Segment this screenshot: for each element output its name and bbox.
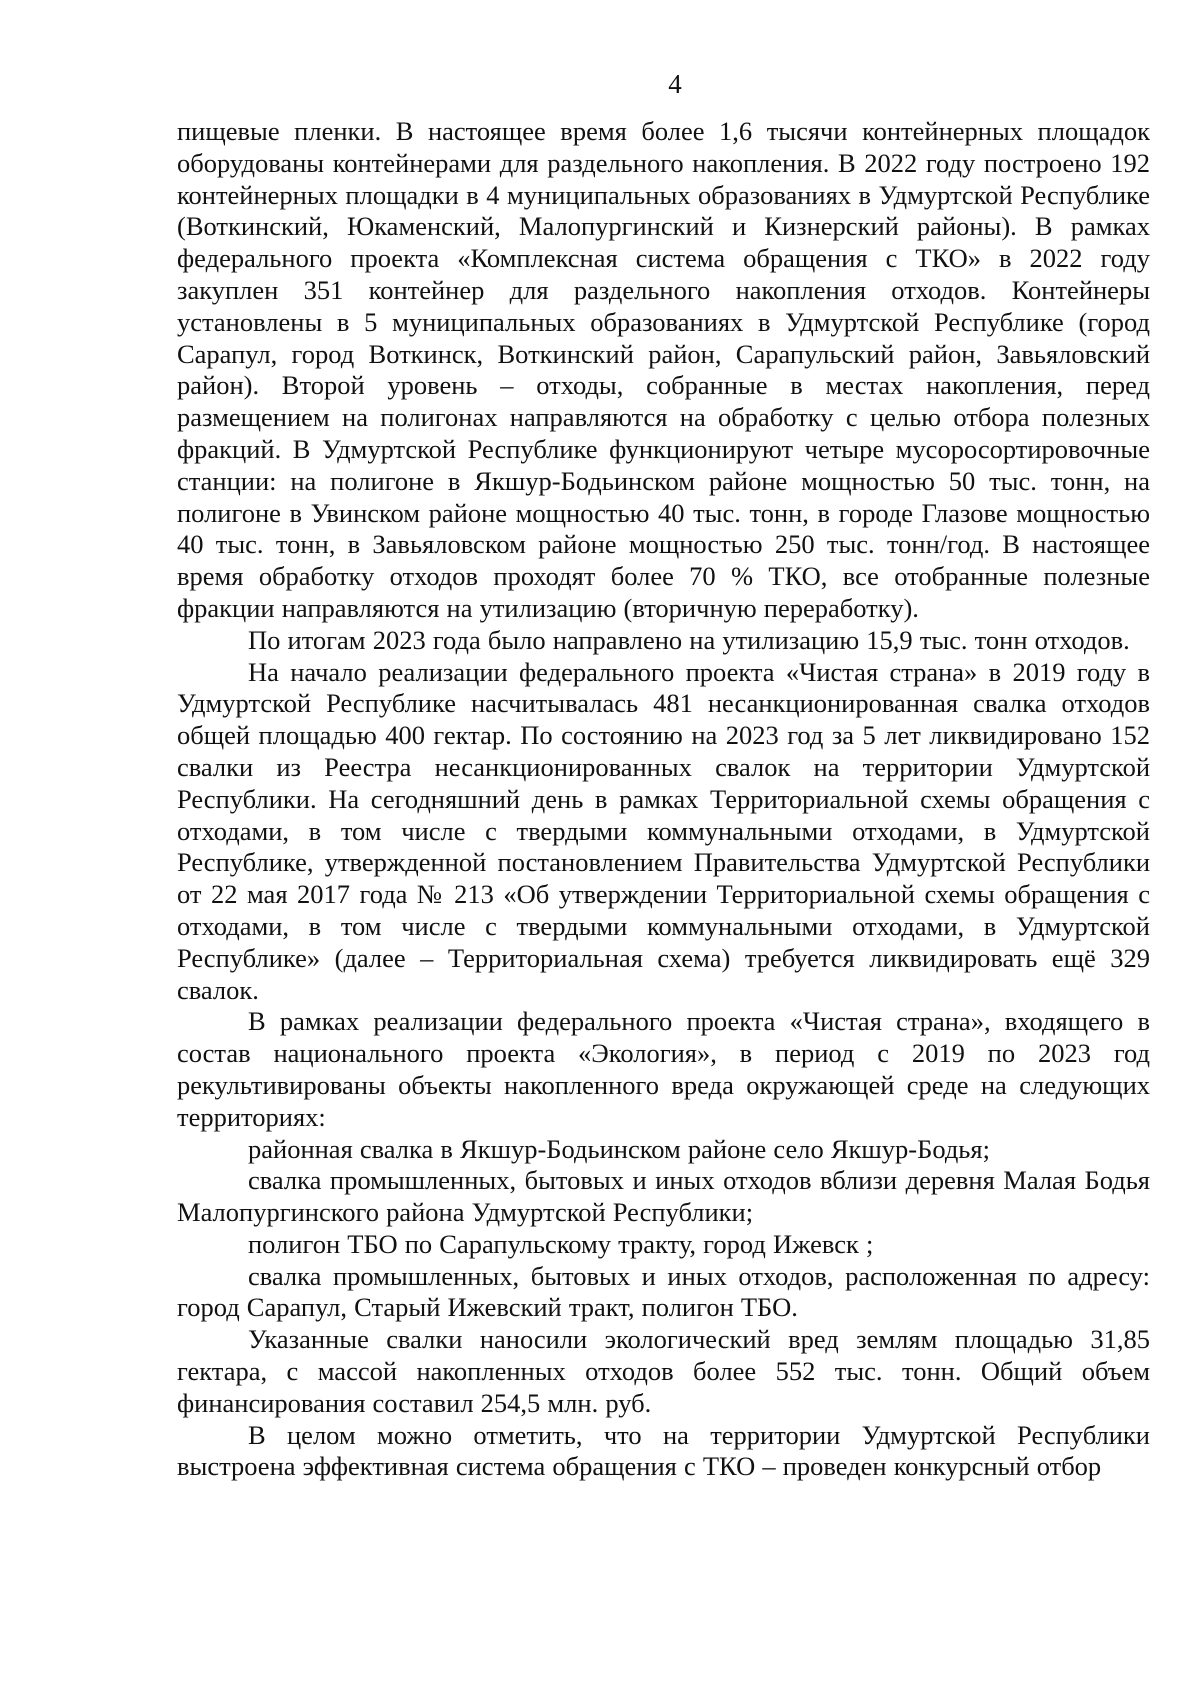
paragraph-6: В целом можно отметить, что на территории Удмуртской Республики выстроена эффективная система обращения с ТКО – проведен конкурсный отбор (177, 1419, 1150, 1482)
paragraph-3: На начало реализации федерального проекта «Чистая страна» в 2019 году в Удмуртской Республике насчитывалась 481 несанкционированная свалка отходов общей площадью 400 гектар. По состоянию на 2023 год за 5 лет ликвидировано 152 свалки из Реестра несанкционированных свалок на территории Удмуртской Республики. На сегодняшний день в рамках Территориальной схемы обращения с отходами, в том числе с твердыми коммунальными отходами, в Удмуртской Республике, утвержденной постановлением Правительства Удмуртской Республики от 22 мая 2017 года № 213 «Об утверждении Территориальной схемы обращения с отходами, в том числе с твердыми коммунальными отходами, в Удмуртской Республике» (далее – Территориальная схема) требуется ликвидировать ещё 329 свалок. (177, 656, 1150, 1005)
document-body (177, 116, 1150, 1483)
list-item-2: свалка промышленных, бытовых и иных отходов вблизи деревня Малая Бодья Малопургинского района Удмуртской Республики; (177, 1165, 1150, 1228)
list-item-1: районная свалка в Якшур-Бодьинском районе село Якшур-Бодья; (248, 1133, 990, 1164)
list-item-3: полигон ТБО по Сарапульскому тракту, город Ижевск ; (248, 1228, 874, 1259)
paragraph-2: По итогам 2023 года было направлено на утилизацию 15,9 тыс. тонн отходов. (248, 624, 1130, 655)
page-number: 4 (668, 69, 682, 99)
list-item-4: свалка промышленных, бытовых и иных отходов, расположенная по адресу: город Сарапул, Старый Ижевский тракт, полигон ТБО. (177, 1260, 1150, 1323)
paragraph-5: Указанные свалки наносили экологический вред землям площадью 31,85 гектара, с массой накопленных отходов более 552 тыс. тонн. Общий объем финансирования составил 254,5 млн. руб. (177, 1324, 1150, 1418)
paragraph-4: В рамках реализации федерального проекта «Чистая страна», входящего в состав национального проекта «Экология», в период с 2019 по 2023 год рекультивированы объекты накопленного вреда окружающей среде на следующих территориях: (177, 1006, 1150, 1132)
paragraph-1: пищевые пленки. В настоящее время более 1,6 тысячи контейнерных площадок оборудованы контейнерами для раздельного накопления. В 2022 году построено 192 контейнерных площадки в 4 муниципальных образованиях в Удмуртской Республике (Воткинский, Юкаменский, Малопургинский и Кизнерский районы). В рамках федерального проекта «Комплексная система обращения с ТКО» в 2022 году закуплен 351 контейнер для раздельного накопления отходов. Контейнеры установлены в 5 муниципальных образованиях в Удмуртской Республике (город Сарапул, город Воткинск, Воткинский район, Сарапульский район, Завьяловский район). Второй уровень – отходы, собранные в местах накопления, перед размещением на полигонах направляются на обработку с целью отбора полезных фракций. В Удмуртской Республике функционируют четыре мусоросортировочные станции: на полигоне в Якшур-Бодьинском районе мощностью 50 тыс. тонн, на полигоне в Увинском районе мощностью 40 тыс. тонн, в городе Глазове мощностью 40 тыс. тонн, в Завьяловском районе мощностью 250 тыс. тонн/год. В настоящее время обработку отходов проходят более 70 % ТКО, все отобранные полезные фракции направляются на утилизацию (вторичную переработку). (177, 116, 1150, 623)
